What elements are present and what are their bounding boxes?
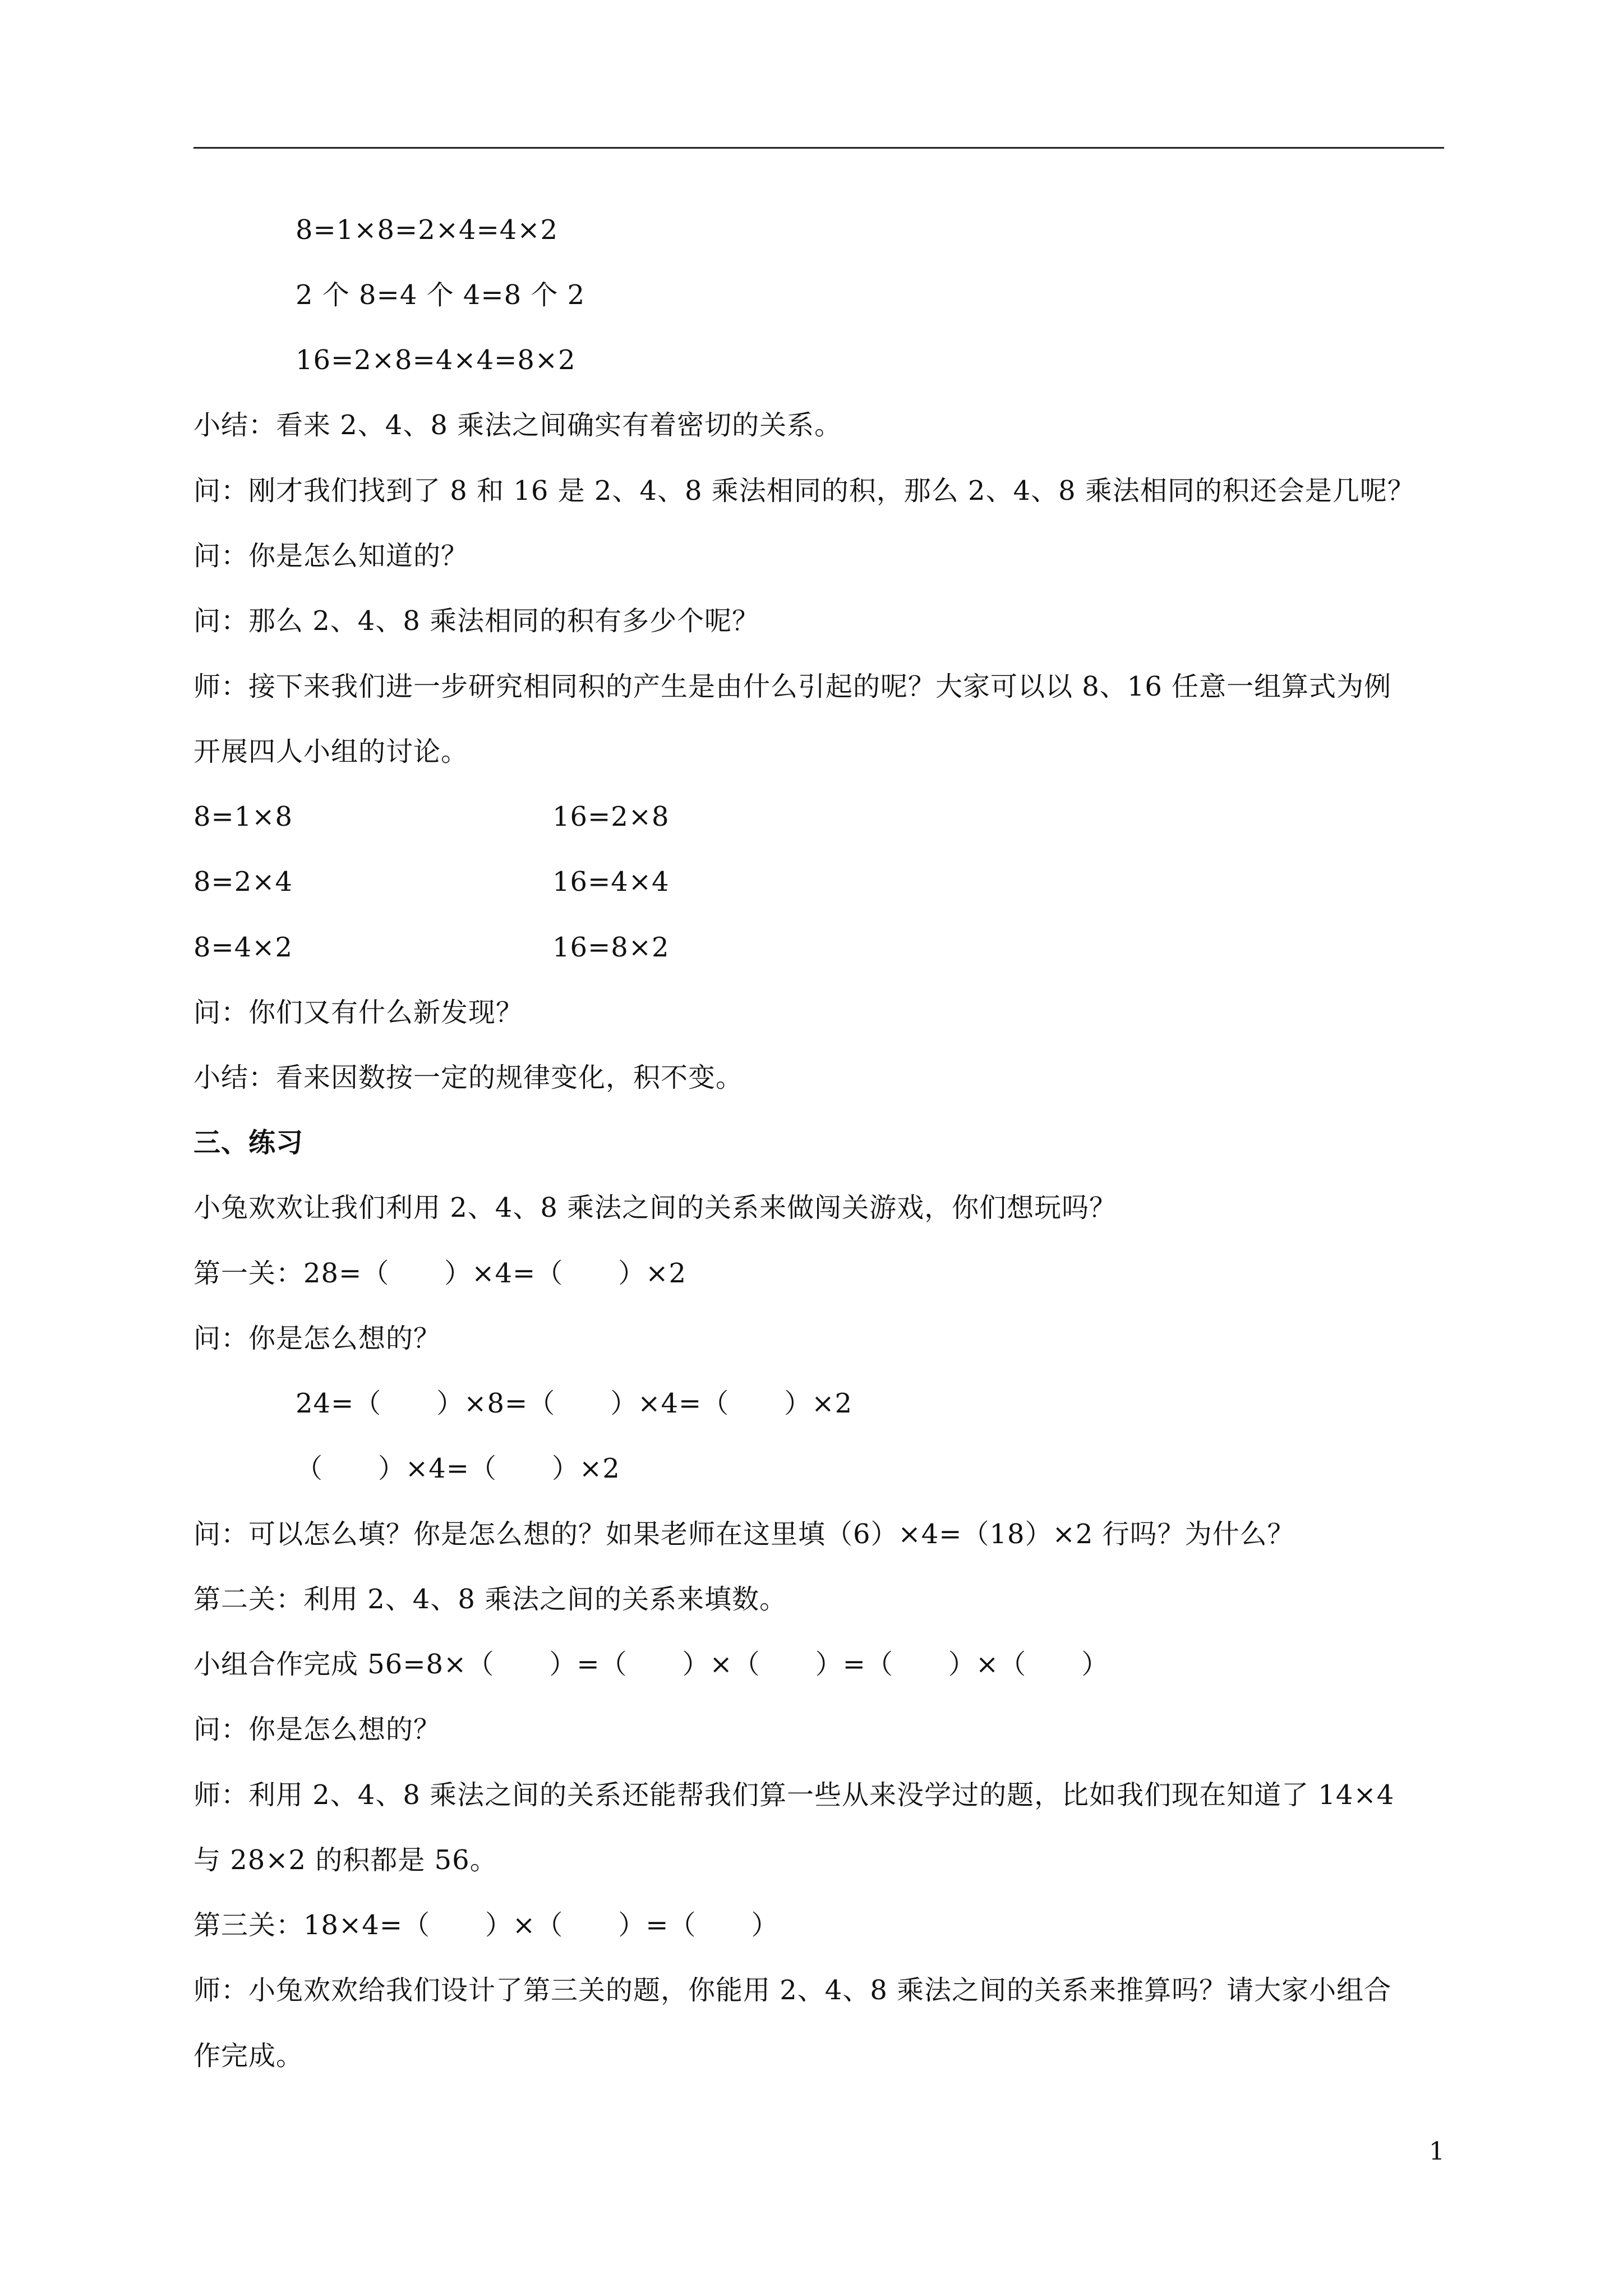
equation-left: 8=4×2 bbox=[193, 932, 293, 963]
level-2-text: 第二关：利用 2、4、8 乘法之间的关系来填数。 bbox=[193, 1584, 787, 1615]
question-text: 问：那么 2、4、8 乘法相同的积有多少个呢？ bbox=[193, 605, 760, 637]
teacher-text: 作完成。 bbox=[193, 2040, 304, 2072]
teacher-text: 师：接下来我们进一步研究相同积的产生是由什么引起的呢？大家可以以 8、16 任意一组算式为例 bbox=[193, 671, 1392, 702]
question-text: 问：你是怎么知道的？ bbox=[193, 540, 469, 572]
teacher-text: 与 28×2 的积都是 56。 bbox=[193, 1844, 497, 1876]
page-number: 1 bbox=[1429, 2137, 1445, 2166]
teacher-text: 师：利用 2、4、8 乘法之间的关系还能帮我们算一些从来没学过的题，比如我们现在知道了 14×4 bbox=[193, 1779, 1395, 1811]
question-text: 问：刚才我们找到了 8 和 16 是 2、4、8 乘法相同的积，那么 2、4、8 乘法相同的积还会是几呢？ bbox=[193, 475, 1415, 507]
equation-left: 8=1×8 bbox=[193, 801, 293, 832]
equation-right: 16=8×2 bbox=[552, 932, 670, 963]
question-text: 问：可以怎么填？你是怎么想的？如果老师在这里填（6）×4=（18）×2 行吗？为什么？ bbox=[193, 1519, 1295, 1550]
group-task-text: 小组合作完成 56=8×（ ）=（ ）×（ ）=（ ）×（ ） bbox=[193, 1649, 1109, 1680]
formula-line: 2 个 8=4 个 4=8 个 2 bbox=[296, 279, 585, 311]
exercise-line: 24=（ ）×8=（ ）×4=（ ）×2 bbox=[296, 1388, 853, 1419]
summary-text: 小结：看来 2、4、8 乘法之间确实有着密切的关系。 bbox=[193, 409, 842, 441]
level-1-text: 第一关：28=（ ）×4=（ ）×2 bbox=[193, 1258, 687, 1289]
equation-right: 16=4×4 bbox=[552, 866, 670, 898]
formula-line: 8=1×8=2×4=4×2 bbox=[296, 214, 559, 246]
question-text: 问：你是怎么想的？ bbox=[193, 1714, 441, 1745]
level-3-text: 第三关：18×4=（ ）×（ ）=（ ） bbox=[193, 1910, 779, 1941]
equation-left: 8=2×4 bbox=[193, 866, 293, 898]
section-heading: 三、练习 bbox=[193, 1127, 304, 1158]
question-text: 问：你是怎么想的？ bbox=[193, 1323, 441, 1354]
equation-right: 16=2×8 bbox=[552, 801, 670, 832]
intro-text: 小兔欢欢让我们利用 2、4、8 乘法之间的关系来做闯关游戏，你们想玩吗？ bbox=[193, 1192, 1117, 1223]
exercise-line: （ ）×4=（ ）×2 bbox=[296, 1453, 620, 1484]
summary-text: 小结：看来因数按一定的规律变化，积不变。 bbox=[193, 1062, 744, 1093]
header-rule bbox=[193, 147, 1444, 149]
teacher-text: 开展四人小组的讨论。 bbox=[193, 736, 469, 767]
formula-line: 16=2×8=4×4=8×2 bbox=[296, 344, 576, 376]
question-text: 问：你们又有什么新发现？ bbox=[193, 997, 524, 1028]
teacher-text: 师：小兔欢欢给我们设计了第三关的题，你能用 2、4、8 乘法之间的关系来推算吗？请大家小组合 bbox=[193, 1975, 1392, 2006]
